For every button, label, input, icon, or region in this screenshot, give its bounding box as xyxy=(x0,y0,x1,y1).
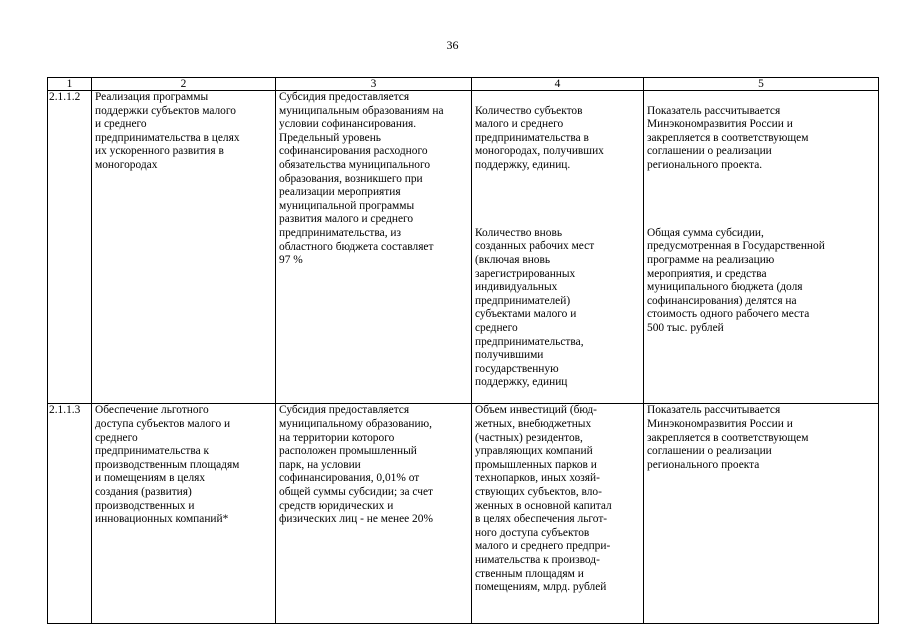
subsidy-terms: Субсидия предоставляется муниципальному образованию, на территории которого расположен промышленный парк, на условии софинансирования, 0,01% от общей суммы субсидии; за счет средств юридических и физических лиц - не менее 20% xyxy=(276,404,472,624)
table-header-row xyxy=(48,78,879,91)
row-number: 2.1.1.2 xyxy=(48,91,92,404)
indicator-new-jobs: Количество вновь созданных рабочих мест (включая вновь зарегистрированных индивидуальных предпринимателей) субъектами малого и среднего предпринимательства, получившими государственную поддержку, единиц xyxy=(475,226,595,389)
indicator-entrepreneurs-count: Количество субъектов малого и среднего предпринимательства в моногородах, получивших поддержку, единиц. xyxy=(475,104,604,171)
document-table xyxy=(47,77,879,624)
table-row xyxy=(48,404,879,624)
note-calculation: Показатель рассчитывается Минэкономразвития России и закрепляется в соответствующем соглашении о реализации регионального проекта xyxy=(644,404,879,624)
subsidy-terms: Субсидия предоставляется муниципальным образованиям на условии софинансирования. Предельный уровень софинансирования расходного обязательства муниципального образования, возникшего при реализации мероприятия муниципальной программы развития малого и среднего предпринимательства, из областного бюджета составляет 97 % xyxy=(276,91,472,404)
column-number-1: 1 xyxy=(48,78,92,91)
indicator-cell xyxy=(472,91,644,404)
indicator-investment-volume: Объем инвестиций (бюд- жетных, внебюджетных (частных) резидентов, управляющих компаний промышленных парков и технопарков, иных хозяй- ствующих субъектов, вло- женных в основной капитал в целях обеспечения льгот- ного доступа субъектов малого и среднего предпри- нимательства к производ- ственным площадям и помещениям, млрд. рублей xyxy=(472,404,644,624)
note-subsidy-total: Общая сумма субсидии, предусмотренная в Государственной программе на реализацию мероприятия, и средства муниципального бюджета (доля софинансирования) делятся на стоимость одного рабочего места 500 тыс. рублей xyxy=(647,226,825,334)
column-number-3: 3 xyxy=(276,78,472,91)
column-number-5: 5 xyxy=(644,78,879,91)
table-row xyxy=(48,91,879,404)
column-number-2: 2 xyxy=(92,78,276,91)
page-number: 36 xyxy=(446,38,459,52)
activity-name: Реализация программы поддержки субъектов малого и среднего предпринимательства в целях их ускоренного развития в моногородах xyxy=(92,91,276,404)
note-cell xyxy=(644,91,879,404)
activity-name: Обеспечение льготного доступа субъектов малого и среднего предпринимательства к производственным площадям и помещениям в целях создания (развития) производственных и инновационных компаний* xyxy=(92,404,276,624)
row-number: 2.1.1.3 xyxy=(48,404,92,624)
column-number-4: 4 xyxy=(472,78,644,91)
note-calculation: Показатель рассчитывается Минэкономразвития России и закрепляется в соответствующем соглашении о реализации регионального проекта. xyxy=(647,104,809,171)
